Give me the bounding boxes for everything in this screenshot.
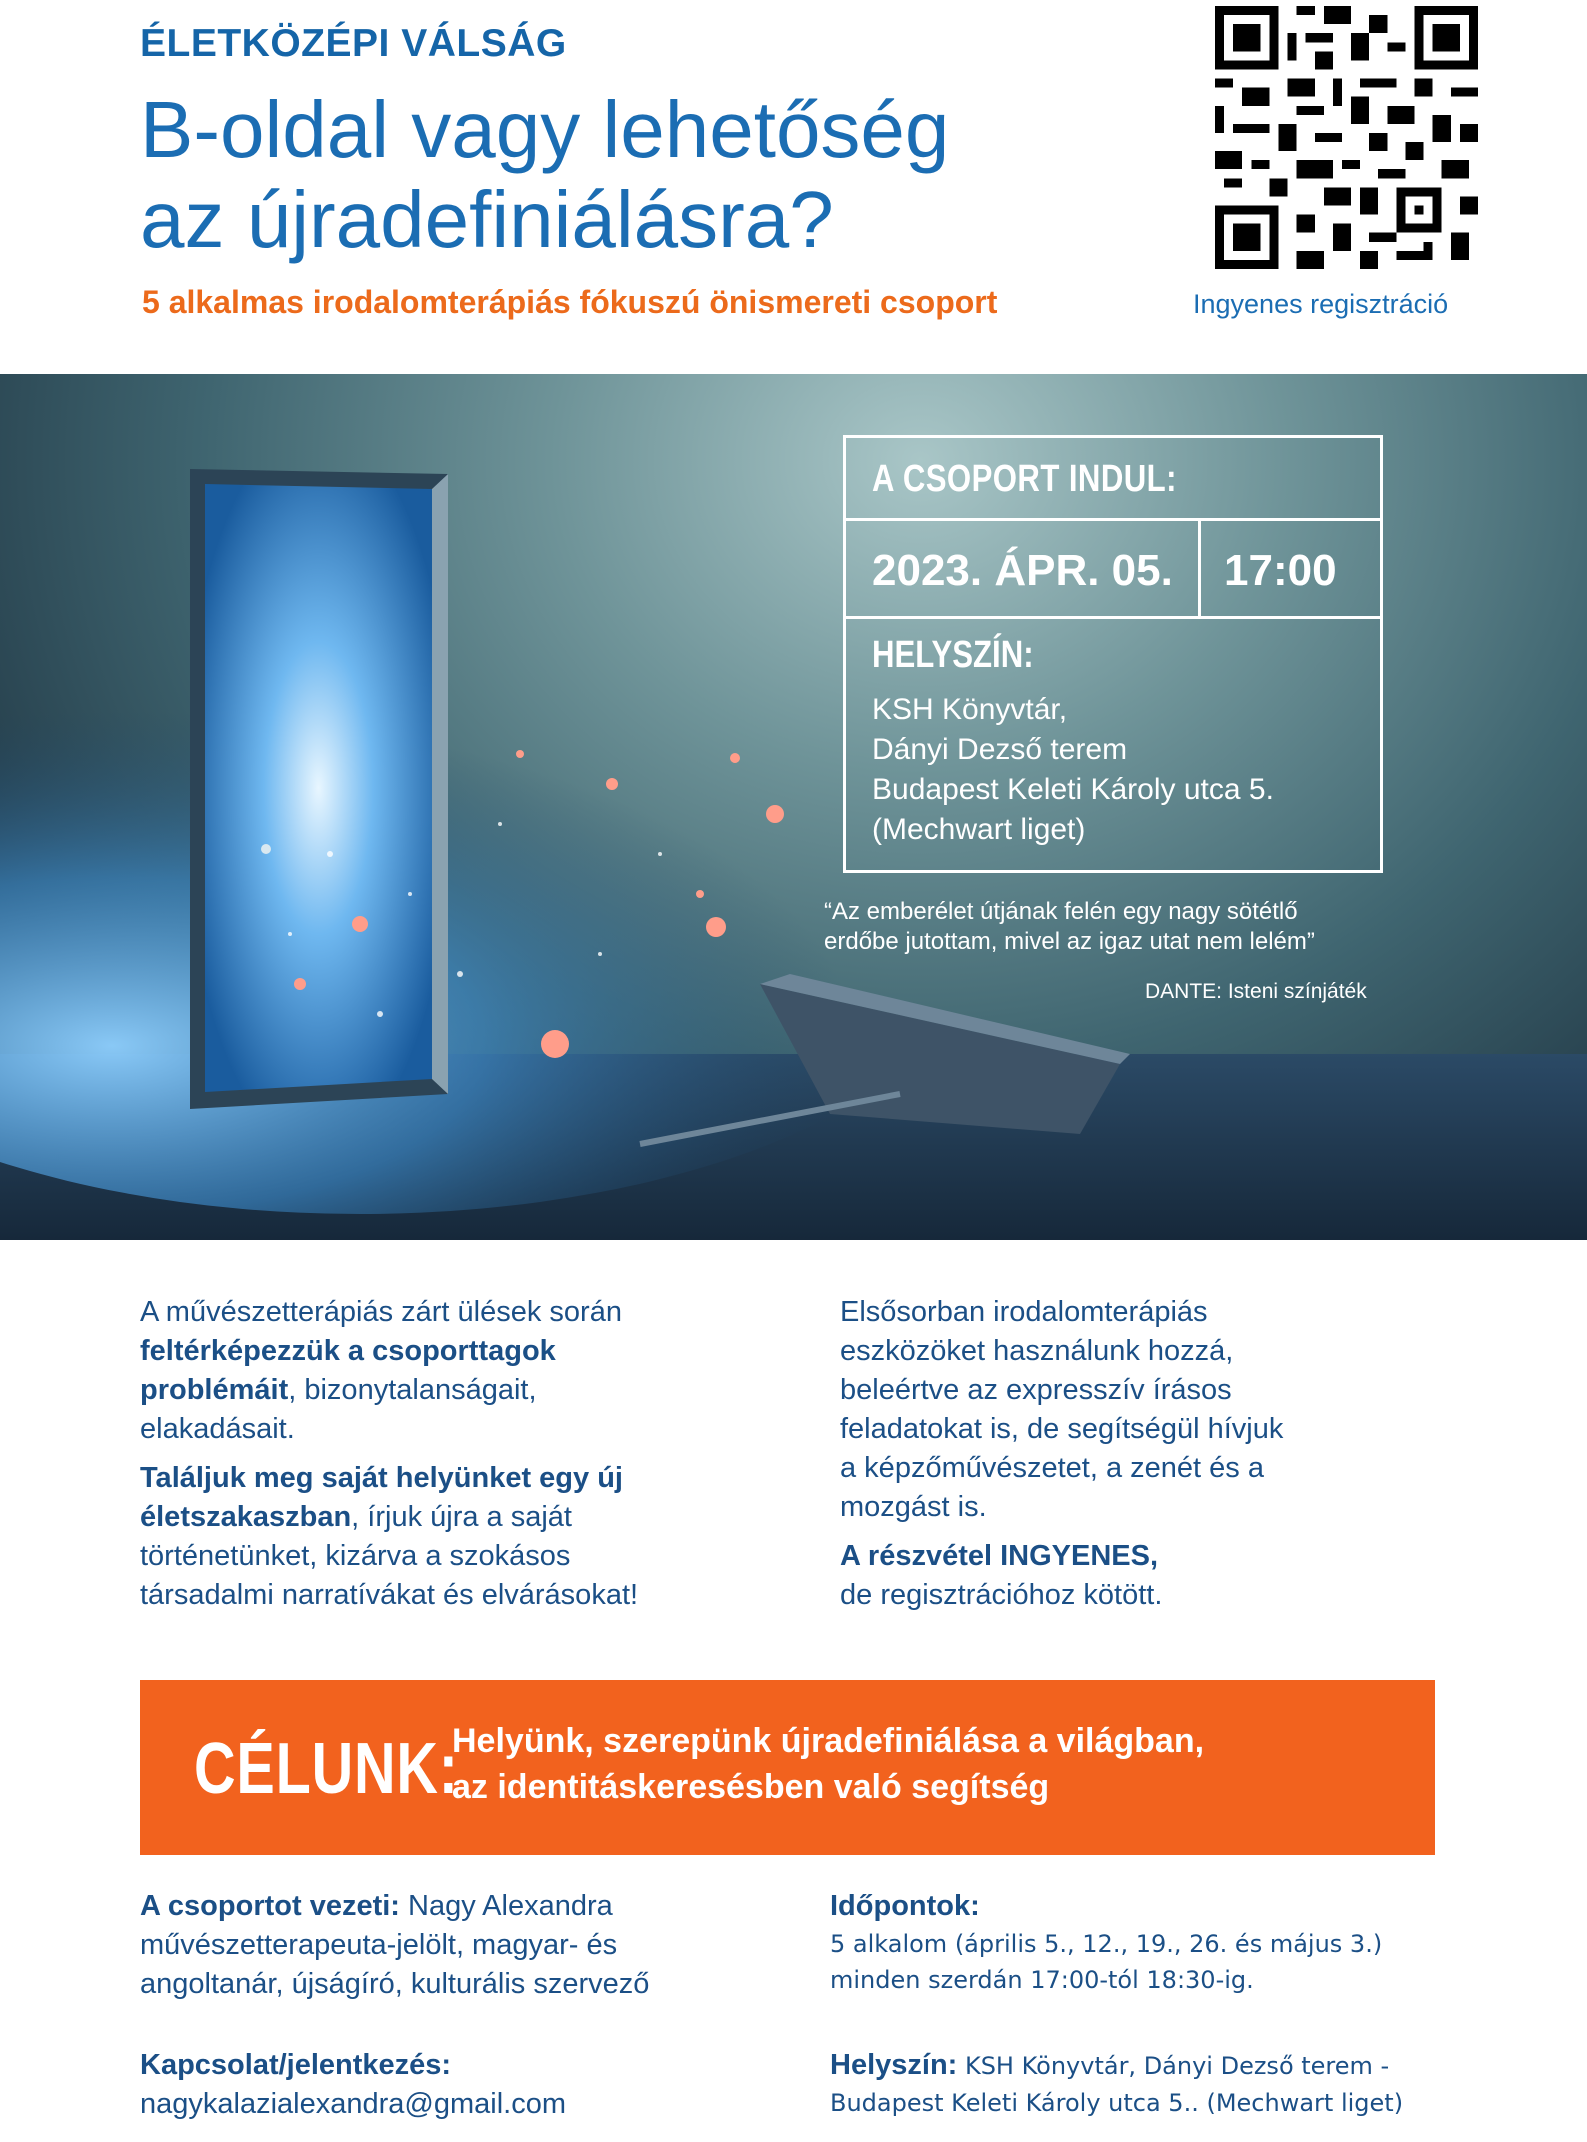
text-bold: életszakaszban <box>140 1501 352 1533</box>
text-line: 5 alkalom (április 5., 12., 19., 26. és május 3.) <box>830 1930 1383 1958</box>
text-bold: problémáit <box>140 1374 289 1406</box>
leader-info <box>140 1887 820 2004</box>
free-participation: A részvétel INGYENES, <box>840 1540 1159 1572</box>
text-line: Elsősorban irodalomterápiás <box>840 1296 1208 1328</box>
text-line: feladatokat is, de segítségül hívjuk <box>840 1413 1284 1445</box>
text-span: , bizonytalanságait, <box>288 1374 537 1406</box>
text-line: A művészetterápiás zárt ülések során <box>140 1296 622 1328</box>
address-line: Budapest Keleti Károly utca 5. <box>872 773 1274 806</box>
text-line: de regisztrációhoz kötött. <box>840 1579 1163 1611</box>
text-line: angoltanár, újságíró, kulturális szervező <box>140 1968 650 2000</box>
text-line: eszközöket használunk hozzá, <box>840 1335 1234 1367</box>
venue-info <box>830 2046 1480 2121</box>
venue-label: Helyszín: <box>830 2049 958 2081</box>
start-heading: A CSOPORT INDUL: <box>872 458 1177 500</box>
start-date: 2023. ÁPR. 05. <box>872 546 1173 595</box>
goal-line-1: Helyünk, szerepünk újradefiniálása a világban, <box>452 1722 1205 1760</box>
text-line: elakadásait. <box>140 1413 295 1445</box>
title-line-2: az újradefiniálásra? <box>140 175 834 264</box>
quote-line-1: “Az emberélet útjának felén egy nagy sötétlő <box>824 898 1298 925</box>
title-line-1: B-oldal vagy lehetőség <box>140 85 950 174</box>
address-line: (Mechwart liget) <box>872 813 1086 846</box>
text-line: társadalmi narratívákat és elvárásokat! <box>140 1579 639 1611</box>
leader-label: A csoportot vezeti: <box>140 1890 400 1922</box>
goal-line-2: az identitáskeresésben való segítség <box>452 1768 1050 1806</box>
goal-banner <box>140 1680 1435 1855</box>
address-line: Dányi Dezső terem <box>872 733 1128 766</box>
qr-code-icon[interactable] <box>1215 6 1478 269</box>
quote-line-2: erdőbe jutottam, mivel az igaz utat nem lelém” <box>824 928 1315 955</box>
text-line: történetünket, kizárva a szokásos <box>140 1540 571 1572</box>
text-span: KSH Könyvtár, Dányi Dezső terem - <box>957 2052 1390 2080</box>
text-span: , írjuk újra a saját <box>351 1501 572 1533</box>
page-title <box>140 85 1140 265</box>
quote-source: DANTE: Isteni színjáték <box>1145 980 1367 1003</box>
text-line-bold: Találjuk meg saját helyünket egy új <box>140 1462 623 1494</box>
registration-label: Ingyenes regisztráció <box>1193 289 1449 319</box>
text-line: Budapest Keleti Károly utca 5.. (Mechwart liget) <box>830 2089 1404 2117</box>
schedule-label: Időpontok: <box>830 1890 980 1922</box>
text-line: a képzőművészetet, a zenét és a <box>840 1452 1264 1484</box>
address-line: KSH Könyvtár, <box>872 693 1068 726</box>
contact-label: Kapcsolat/jelentkezés: <box>140 2049 452 2081</box>
event-info-box <box>843 435 1383 873</box>
contact-email-link[interactable]: nagykalazialexandra@gmail.com <box>140 2088 566 2120</box>
kicker-heading: ÉLETKÖZÉPI VÁLSÁG <box>140 22 567 65</box>
text-line: minden szerdán 17:00-tól 18:30-ig. <box>830 1966 1254 1994</box>
location-heading: HELYSZÍN: <box>872 634 1034 676</box>
description-left <box>140 1293 780 1615</box>
subtitle: 5 alkalmas irodalomterápiás fókuszú önismereti csoport <box>142 284 998 320</box>
contact-info <box>140 2046 820 2124</box>
start-time: 17:00 <box>1224 546 1337 595</box>
logo-text: KSHKÖNYVTÁR <box>1326 1528 1527 1559</box>
goal-label: CÉLUNK: <box>194 1729 459 1809</box>
description-right <box>840 1293 1440 1615</box>
leader-name: Nagy Alexandra <box>399 1890 613 1922</box>
text-line: művészetterapeuta-jelölt, magyar- és <box>140 1929 618 1961</box>
text-line: beleértve az expresszív írásos <box>840 1374 1232 1406</box>
text-line: mozgást is. <box>840 1491 987 1523</box>
text-line-bold: feltérképezzük a csoporttagok <box>140 1335 556 1367</box>
schedule-info <box>830 1887 1450 1998</box>
